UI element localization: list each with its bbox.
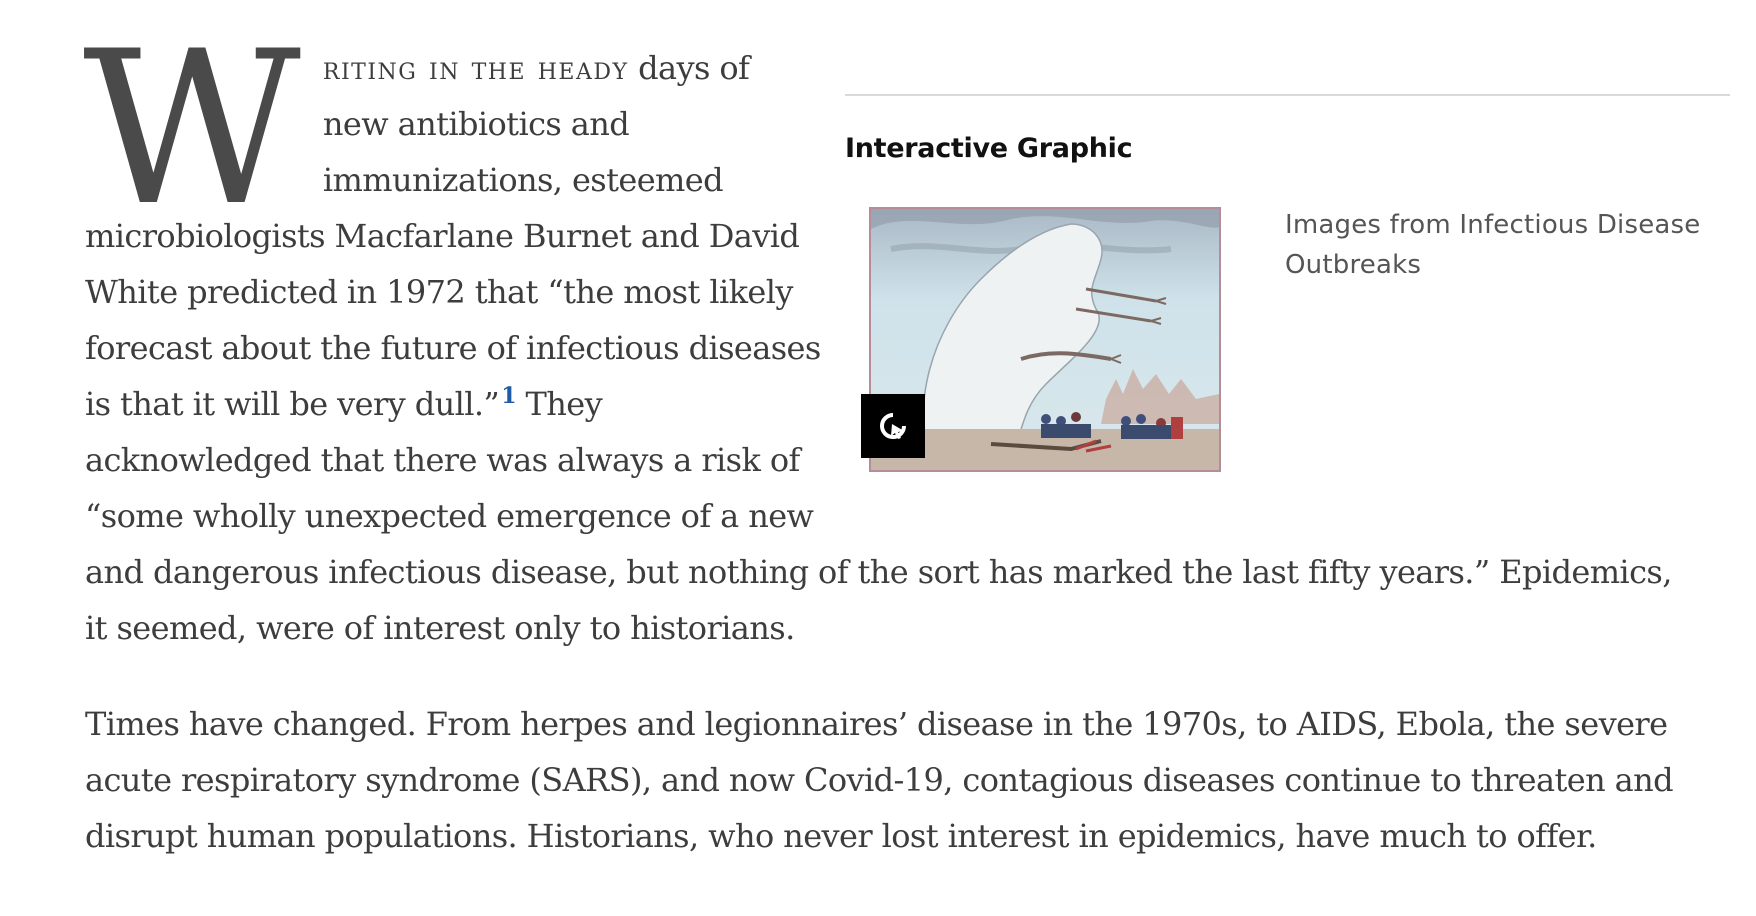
graphic-label: Interactive Graphic — [845, 133, 1133, 164]
article-body — [83, 5, 1701, 864]
interactive-graphic[interactable] — [845, 40, 1730, 505]
paragraph-2: Times have changed. From herpes and legionnaires’ disease in the 1970s, to AIDS, Ebola, the severe acute respiratory syndrome (SARS), and now Covid-19, contagious diseases continue to threaten and disrupt human populations. Historians, who never lost interest in epidemics, have much to offer. — [85, 705, 1674, 855]
interactive-play-button[interactable] — [861, 394, 925, 458]
paragraph-1-text-a: days of new antibiotics and immunizations, esteemed microbiologists Macfarlane Burnet and David White predicted in 1972 that “the most likely forecast about the future of infectious diseases is that it will be very dull.” — [85, 49, 821, 423]
footnote-link-1[interactable]: 1 — [501, 383, 516, 410]
lead-smallcaps: riting in the heady — [322, 49, 629, 87]
rotate-play-icon — [878, 411, 908, 441]
dropcap-letter: W — [83, 5, 301, 252]
paragraph-1-text-b: They acknowledged that there was always a risk of “some wholly unexpected emergence of a new and dangerous infectious disease, but nothing of the sort has marked the last fifty years.” Epidemics, it seemed, were of interest only to historians. — [85, 385, 1672, 647]
graphic-divider — [845, 94, 1730, 96]
graphic-caption: Images from Infectious Disease Outbreaks — [1285, 210, 1701, 280]
